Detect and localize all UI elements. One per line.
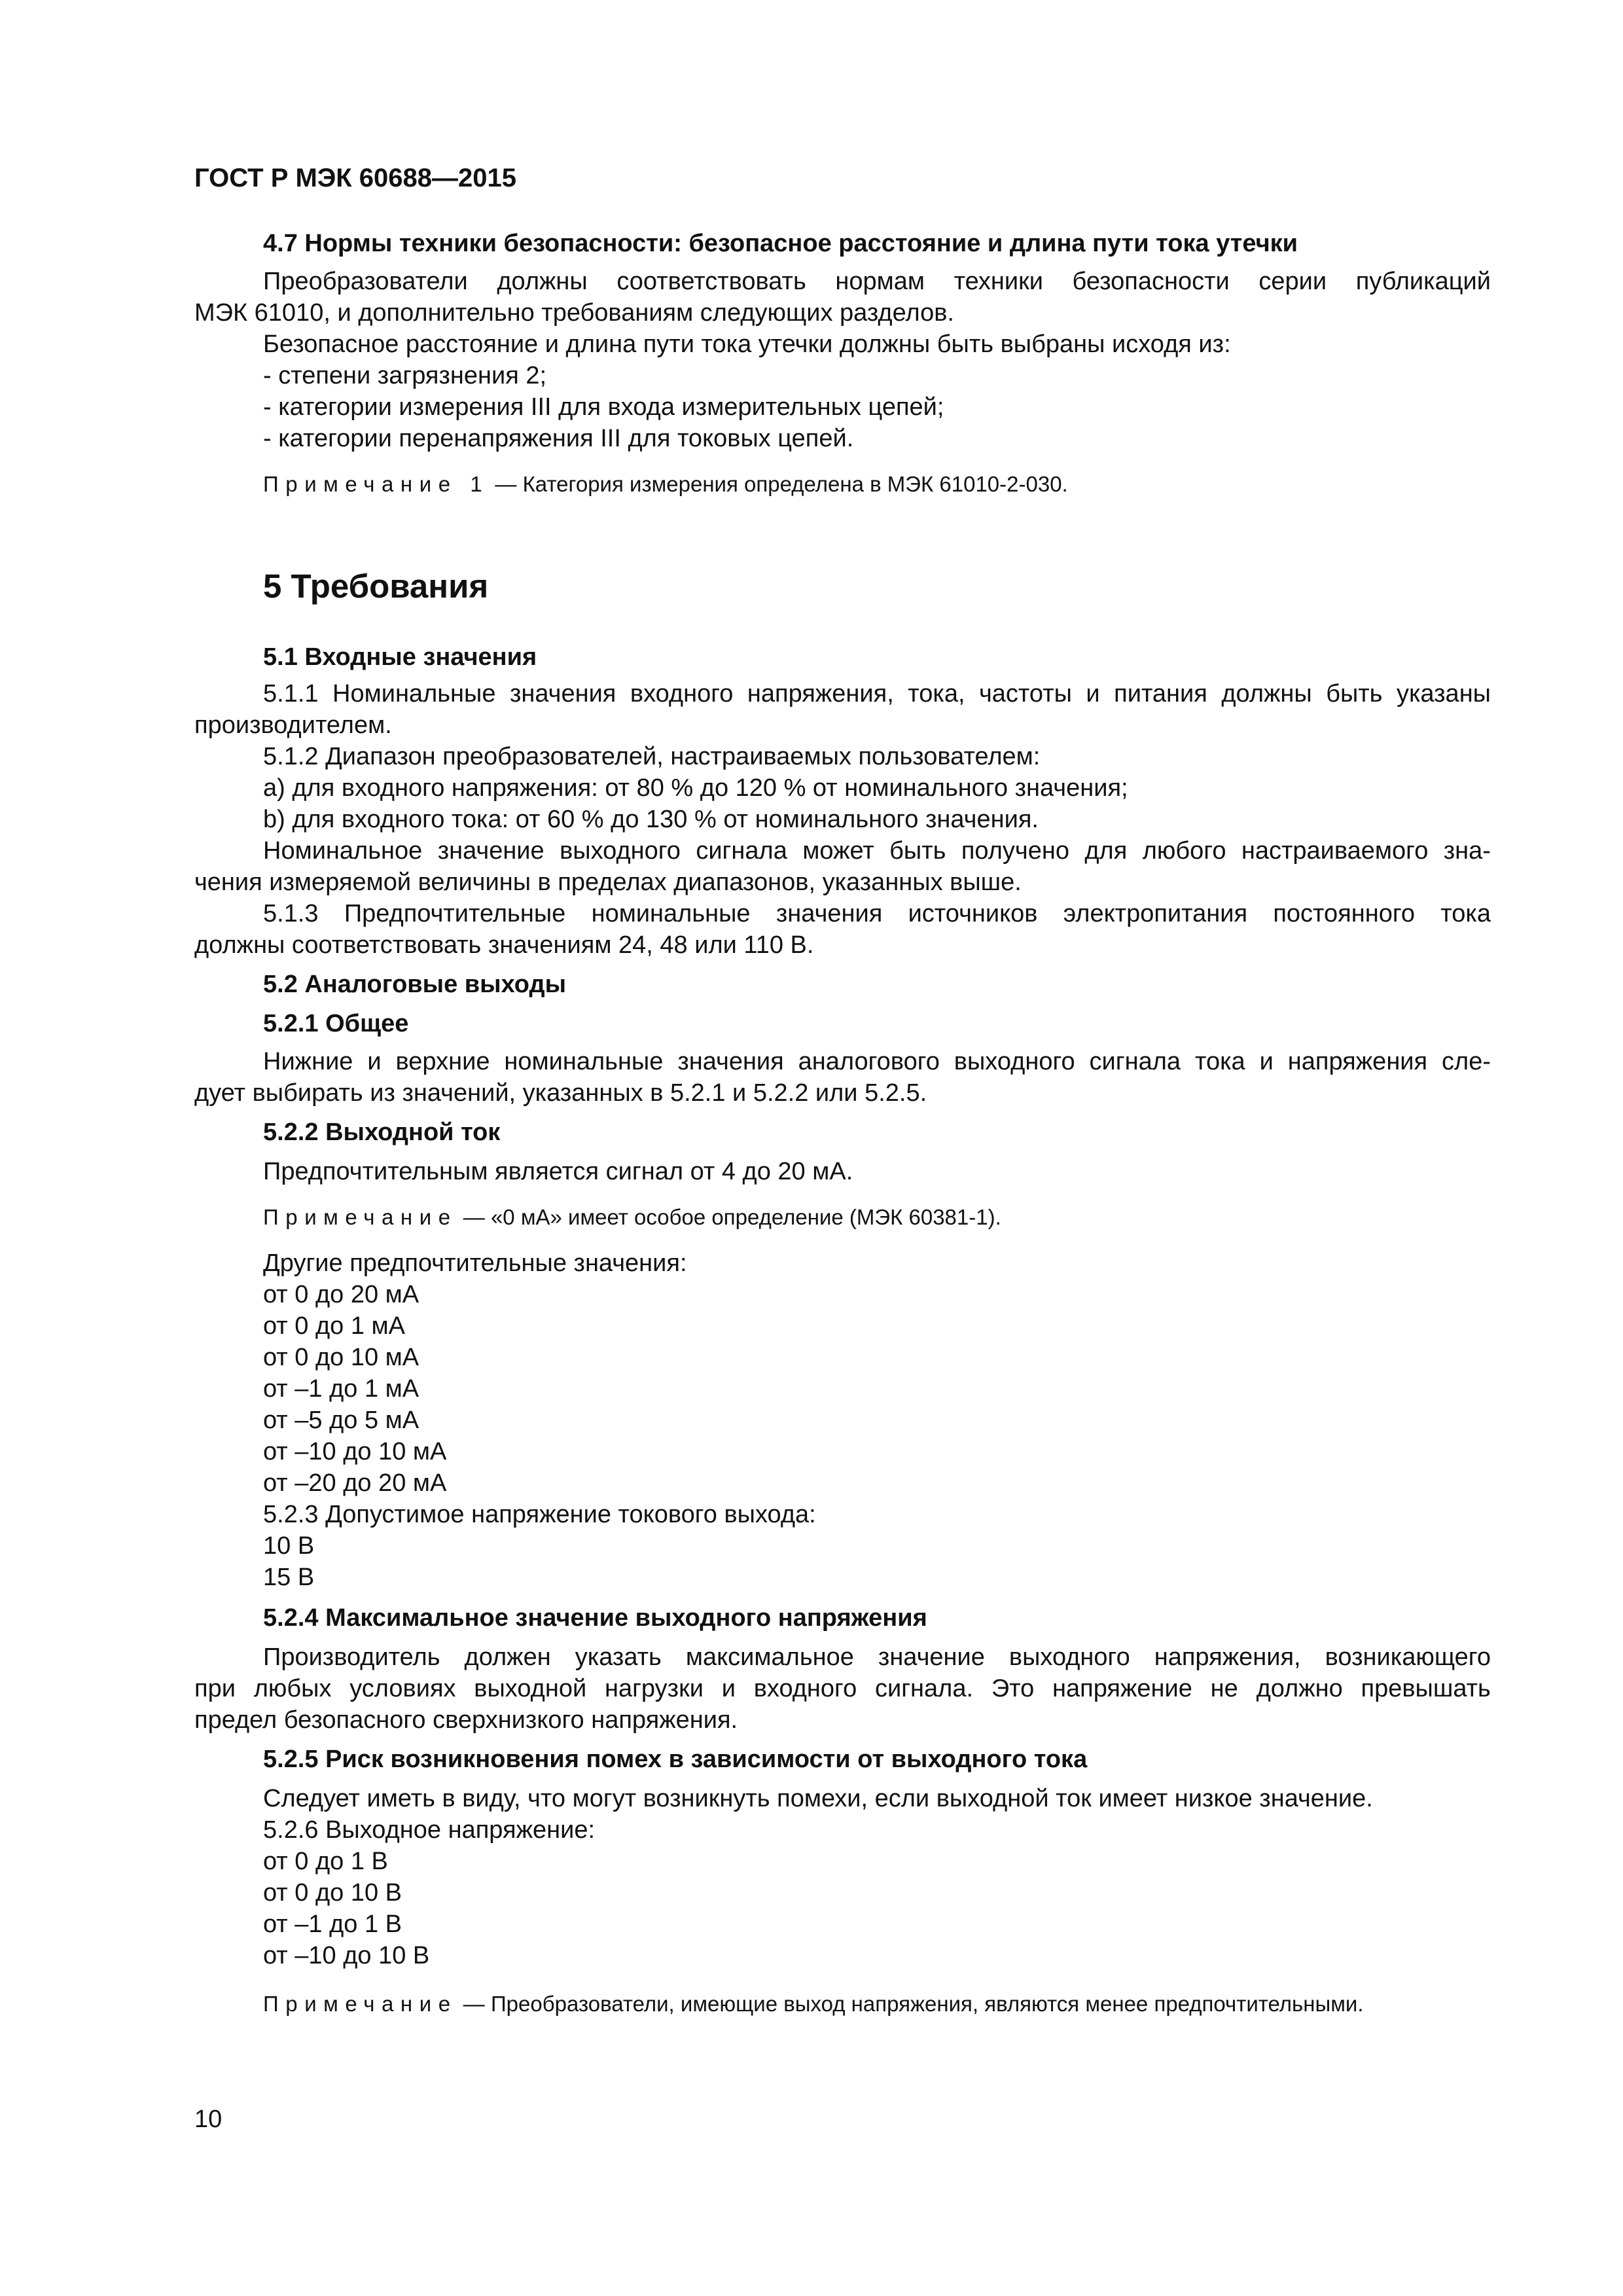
- current-value: от –5 до 5 мА: [263, 1407, 419, 1434]
- justified-word: выходного: [1008, 1643, 1130, 1671]
- note-text: — «0 мА» имеет особое определение (МЭК 60381-1).: [457, 1205, 1001, 1229]
- justified-word: и: [721, 1675, 736, 1702]
- section-4-7-heading: 4.7 Нормы техники безопасности: безопасное расстояние и длина пути тока утечки: [263, 230, 1298, 257]
- justified-word: значения: [677, 1048, 784, 1075]
- justified-word: напряжения,: [747, 680, 894, 708]
- p524-line3: предел безопасного сверхнизкого напряжения.: [194, 1706, 738, 1734]
- p524-line2: [194, 1676, 1491, 1703]
- current-value: от 0 до 1 мА: [263, 1312, 405, 1340]
- justified-word: должны: [1221, 680, 1312, 708]
- justified-word: выходного: [954, 1048, 1075, 1075]
- justified-word: напряжения: [1287, 1048, 1428, 1075]
- note-text: — Категория измерения определена в МЭК 61010-2-030.: [489, 472, 1068, 496]
- note-label: Примечание 1: [263, 472, 490, 496]
- s47-note: [263, 473, 1068, 496]
- justified-word: быть: [889, 837, 946, 865]
- justified-word: источников: [908, 900, 1038, 927]
- p511-line2: производителем.: [194, 711, 392, 739]
- justified-word: должны: [497, 268, 588, 295]
- output-voltage-value: от 0 до 10 В: [263, 1879, 402, 1907]
- justified-word: соответствовать: [616, 268, 806, 295]
- document-header: ГОСТ Р МЭК 60688—2015: [194, 164, 517, 192]
- p525: Следует иметь в виду, что могут возникнуть помехи, если выходной ток имеет низкое значение.: [263, 1785, 1373, 1812]
- justified-word: не: [1210, 1675, 1238, 1702]
- justified-word: тока: [1194, 1048, 1245, 1075]
- p513-line1: [263, 901, 1491, 928]
- justified-word: тока: [1440, 900, 1491, 927]
- justified-word: входного: [753, 1675, 857, 1702]
- output-voltage-value: от –1 до 1 В: [263, 1910, 402, 1938]
- p513-line2: должны соответствовать значениям 24, 48 или 110 В.: [194, 931, 814, 959]
- justified-word: указаны: [1396, 680, 1491, 708]
- p512-c-line1: [263, 838, 1491, 865]
- justified-word: нагрузки: [604, 1675, 704, 1702]
- note-label: Примечание: [263, 1205, 457, 1229]
- section-5-2-2-heading: 5.2.2 Выходной ток: [263, 1119, 501, 1146]
- justified-word: Нижние: [263, 1048, 353, 1075]
- section-5-2-1-heading: 5.2.1 Общее: [263, 1010, 409, 1037]
- current-value: от –20 до 20 мА: [263, 1469, 447, 1497]
- justified-word: 5.1.3: [263, 900, 319, 927]
- s47-p2: Безопасное расстояние и длина пути тока утечки должны быть выбраны исходя из:: [263, 331, 1231, 358]
- s47-list-item-2: - категории измерения III для входа измерительных цепей;: [263, 393, 944, 421]
- justified-word: Это: [991, 1675, 1035, 1702]
- justified-word: 5.1.1: [263, 680, 319, 708]
- current-value: от –1 до 1 мА: [263, 1375, 419, 1403]
- justified-word: постоянного: [1273, 900, 1415, 927]
- page-number: 10: [194, 2106, 223, 2133]
- justified-word: нормам: [835, 268, 925, 295]
- justified-word: настраиваемого: [1241, 837, 1429, 865]
- justified-word: и: [1259, 1048, 1274, 1075]
- s47-p1-line1: [263, 268, 1491, 296]
- justified-word: напряжения,: [1154, 1643, 1301, 1671]
- justified-word: Номинальные: [332, 680, 496, 708]
- justified-word: значение: [878, 1643, 985, 1671]
- justified-word: любого: [1142, 837, 1226, 865]
- justified-word: значения: [776, 900, 883, 927]
- justified-word: аналогового: [798, 1048, 940, 1075]
- justified-word: Преобразователи: [263, 268, 468, 295]
- justified-word: зна-: [1443, 837, 1491, 865]
- p512: 5.1.2 Диапазон преобразователей, настраиваемых пользователем:: [263, 743, 1041, 770]
- justified-word: максимальное: [685, 1643, 854, 1671]
- justified-word: электропитания: [1063, 900, 1248, 927]
- p522: Предпочтительным является сигнал от 4 до 20 мА.: [263, 1158, 853, 1185]
- justified-word: сигнала: [1089, 1048, 1181, 1075]
- justified-word: серии: [1258, 268, 1327, 295]
- justified-word: Номинальное: [263, 837, 423, 865]
- current-value: от –10 до 10 мА: [263, 1438, 447, 1465]
- output-voltage-value: от –10 до 10 В: [263, 1942, 430, 1969]
- p521-line1: [263, 1049, 1491, 1076]
- section-5-2-heading: 5.2 Аналоговые выходы: [263, 971, 567, 998]
- justified-word: возникающего: [1325, 1643, 1491, 1671]
- justified-word: получено: [961, 837, 1069, 865]
- justified-word: сле-: [1442, 1048, 1491, 1075]
- justified-word: питания: [1114, 680, 1207, 708]
- justified-word: техники: [954, 268, 1043, 295]
- section-5-heading: 5 Требования: [263, 567, 489, 605]
- justified-word: для: [1084, 837, 1128, 865]
- justified-word: значение: [437, 837, 544, 865]
- s47-list-item-1: - степени загрязнения 2;: [263, 362, 547, 389]
- justified-word: выходного: [560, 837, 681, 865]
- p526: 5.2.6 Выходное напряжение:: [263, 1816, 596, 1844]
- justified-word: выходной: [474, 1675, 587, 1702]
- p512-c-line2: чения измеряемой величины в пределах диапазонов, указанных выше.: [194, 869, 1022, 896]
- justified-word: Предпочтительные: [344, 900, 566, 927]
- justified-word: безопасности: [1072, 268, 1230, 295]
- section-5-2-4-heading: 5.2.4 Максимальное значение выходного напряжения: [263, 1604, 927, 1632]
- justified-word: сигнала: [696, 837, 787, 865]
- justified-word: должен: [464, 1643, 551, 1671]
- justified-word: тока,: [908, 680, 965, 708]
- s47-list-item-3: - категории перенапряжения III для токовых цепей.: [263, 425, 854, 452]
- p511-line1: [263, 681, 1491, 708]
- justified-word: Производитель: [263, 1643, 440, 1671]
- justified-word: условиях: [349, 1675, 456, 1702]
- note-text: — Преобразователи, имеющие выход напряжения, являются менее предпочтительными.: [457, 1992, 1364, 2016]
- justified-word: и: [367, 1048, 382, 1075]
- justified-word: входного: [630, 680, 734, 708]
- current-value: от 0 до 10 мА: [263, 1344, 419, 1371]
- voltage-value: 10 В: [263, 1532, 315, 1560]
- justified-word: номинальные: [591, 900, 751, 927]
- p523: 5.2.3 Допустимое напряжение токового выхода:: [263, 1501, 816, 1528]
- justified-word: может: [802, 837, 874, 865]
- justified-word: быть: [1326, 680, 1383, 708]
- s522-note: [263, 1206, 1001, 1229]
- justified-word: должно: [1256, 1675, 1343, 1702]
- section-5-2-5-heading: 5.2.5 Риск возникновения помех в зависимости от выходного тока: [263, 1746, 1088, 1773]
- justified-word: и: [1086, 680, 1100, 708]
- justified-word: значения: [509, 680, 616, 708]
- justified-word: превышать: [1361, 1675, 1491, 1702]
- justified-word: напряжение: [1052, 1675, 1192, 1702]
- p521-line2: дует выбирать из значений, указанных в 5.2.1 и 5.2.2 или 5.2.5.: [194, 1079, 927, 1107]
- s47-p1-line2: МЭК 61010, и дополнительно требованиям следующих разделов.: [194, 299, 954, 327]
- justified-word: сигнала.: [874, 1675, 974, 1702]
- justified-word: номинальные: [504, 1048, 664, 1075]
- justified-word: указать: [575, 1643, 662, 1671]
- voltage-value: 15 В: [263, 1564, 315, 1591]
- note-label: Примечание: [263, 1992, 457, 2016]
- other-values-intro: Другие предпочтительные значения:: [263, 1249, 687, 1277]
- justified-word: публикаций: [1355, 268, 1491, 295]
- section-5-1-heading: 5.1 Входные значения: [263, 643, 537, 671]
- current-value: от 0 до 20 мА: [263, 1281, 419, 1308]
- p512-a: a) для входного напряжения: от 80 % до 120 % от номинального значения;: [263, 774, 1128, 802]
- s526-note: [263, 1992, 1363, 2016]
- justified-word: при: [194, 1675, 236, 1702]
- p524-line1: [263, 1644, 1491, 1672]
- p512-b: b) для входного тока: от 60 % до 130 % от номинального значения.: [263, 806, 1039, 833]
- output-voltage-value: от 0 до 1 В: [263, 1848, 388, 1875]
- justified-word: любых: [253, 1675, 332, 1702]
- justified-word: верхние: [395, 1048, 490, 1075]
- justified-word: частоты: [979, 680, 1072, 708]
